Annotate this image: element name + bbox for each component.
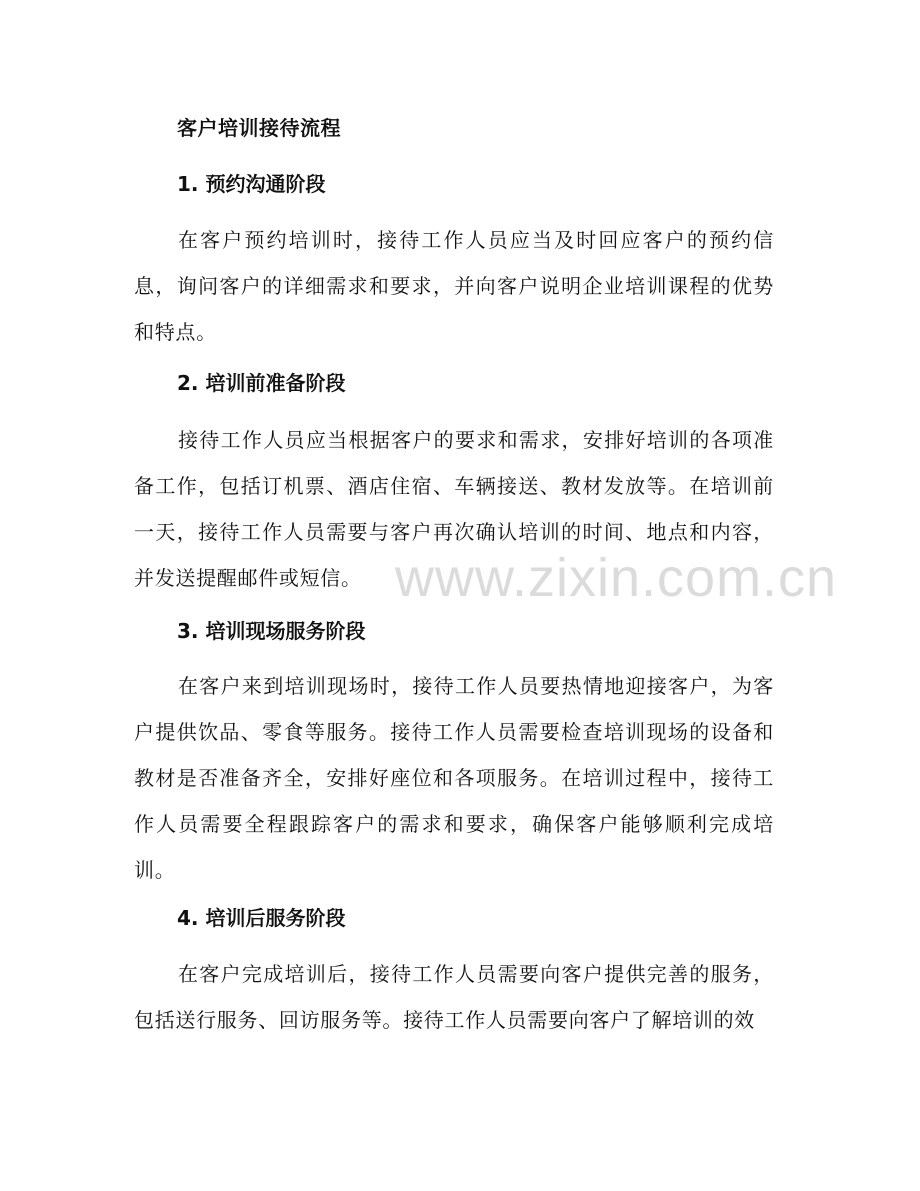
watermark: www.zixin.com.cn [395,548,838,608]
section-heading-after-training: 4. 培训后服务阶段 [177,906,346,930]
section-body-after-training: 在客户完成培训后，接待工作人员需要向客户提供完善的服务，包括送行服务、回访服务等。接待工作人员需要向客户了解培训的效 [134,962,774,1032]
document-title: 客户培训接待流程 [177,116,341,140]
section-body-booking: 在客户预约培训时，接待工作人员应当及时回应客户的预约信息，询问客户的详细需求和要求，并向客户说明企业培训课程的优势和特点。 [134,228,774,344]
section-heading-booking: 1. 预约沟通阶段 [177,172,326,196]
section-heading-preparation: 2. 培训前准备阶段 [177,371,346,395]
section-heading-onsite: 3. 培训现场服务阶段 [177,619,366,643]
section-body-onsite: 在客户来到培训现场时，接待工作人员要热情地迎接客户，为客户提供饮品、零食等服务。接待工作人员需要检查培训现场的设备和教材是否准备齐全，安排好座位和各项服务。在培训过程中，接待工作人员需要全程跟踪客户的需求和要求，确保客户能够顺利完成培训。 [134,674,774,882]
section-body-preparation: 接待工作人员应当根据客户的要求和需求，安排好培训的各项准备工作，包括订机票、酒店住宿、车辆接送、教材发放等。在培训前一天，接待工作人员需要与客户再次确认培训的时间、地点和内容，并发送提醒邮件或短信。 [134,428,774,590]
